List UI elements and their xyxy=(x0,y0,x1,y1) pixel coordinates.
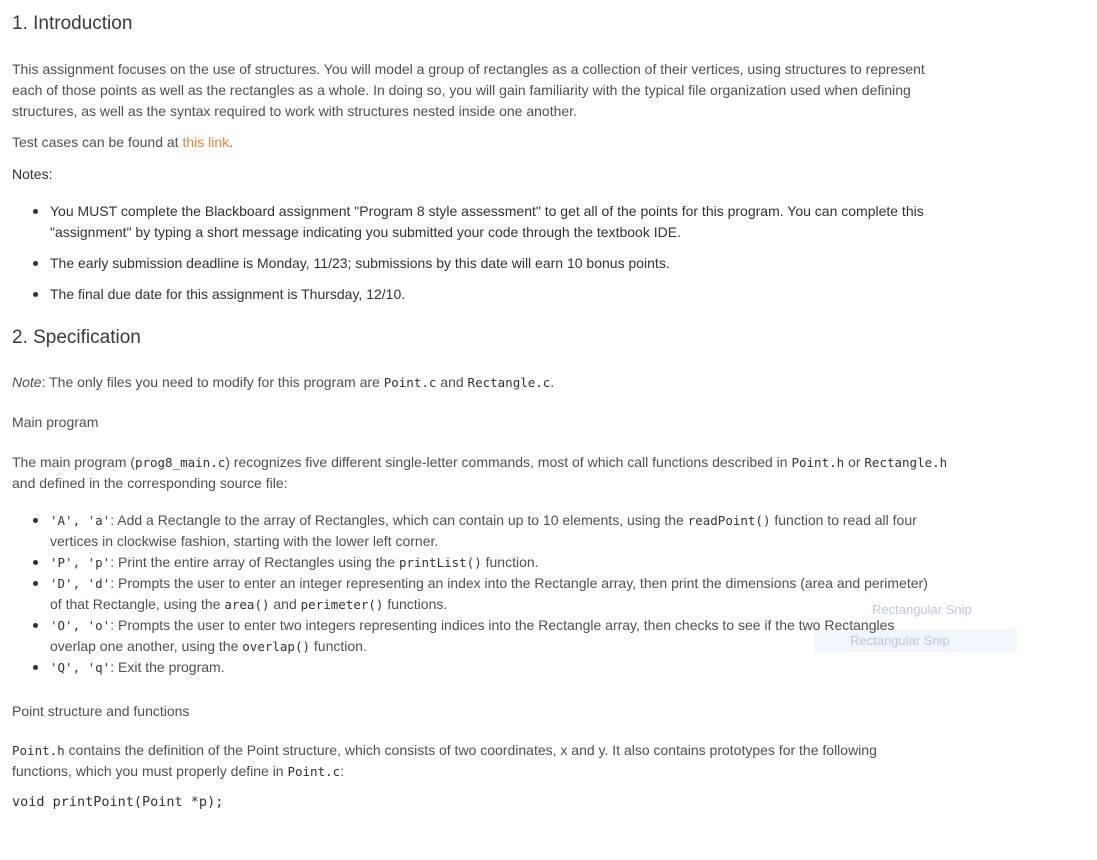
point-c-file: Point.c xyxy=(287,764,341,779)
main-p3: and defined in the corresponding source file: xyxy=(12,475,288,491)
test-cases-suffix: . xyxy=(229,134,234,150)
command-text: : Add a Rectangle to the array of Rectangles, which can contain up to 10 elements, using the xyxy=(110,512,688,528)
main-program-paragraph xyxy=(12,452,957,494)
point-p1: contains the definition of the Point structure, which consists of two coordinates, x and y. It also contains prototypes for the following functions, which you must properly define in xyxy=(12,742,877,779)
command-text: : Prompts the user to enter two integers representing indices into the Rectangle array, then checks to see if the two Rectangles overlap one another, using the xyxy=(50,617,895,654)
notes-label: Notes: xyxy=(12,166,53,182)
main-p1: The main program ( xyxy=(12,454,135,470)
spec-note-file2: Rectangle.c xyxy=(467,375,551,390)
command-text: function to read all four vertices in clockwise fashion, starting with the lower left corner. xyxy=(50,512,917,549)
main-point-h: Point.h xyxy=(791,455,845,470)
command-text: and xyxy=(269,596,301,612)
point-h-file: Point.h xyxy=(12,743,65,758)
spec-heading: 2. Specification xyxy=(12,327,141,348)
command-text: function. xyxy=(310,638,367,654)
spec-note xyxy=(12,372,554,393)
spec-note-label: Note xyxy=(12,374,42,390)
point-p1-end: : xyxy=(340,763,345,779)
point-section-label: Point structure and functions xyxy=(12,703,190,719)
test-cases-prefix: Test cases can be found at xyxy=(12,134,183,150)
notes-list xyxy=(12,201,942,315)
command-item xyxy=(12,615,942,657)
main-program-label: Main program xyxy=(12,414,99,430)
command-code: 'O', 'o' xyxy=(50,618,111,633)
command-text: : Print the entire array of Rectangles using the xyxy=(110,554,399,570)
spec-note-end: . xyxy=(550,374,555,390)
spec-note-file1: Point.c xyxy=(383,375,437,390)
ghost-snip-label-1: Rectangular Snip xyxy=(872,602,972,617)
note-item: You MUST complete the Blackboard assignment "Program 8 style assessment" to get all of the points for this program. You can complete this "assignment" by typing a short message indicating you submitted your code through the textbook IDE. xyxy=(12,201,942,243)
command-item xyxy=(12,657,942,678)
command-fn: overlap() xyxy=(242,639,310,654)
ghost-snip-label-2: Rectangular Snip xyxy=(850,633,950,648)
main-file: prog8_main.c xyxy=(134,455,226,470)
command-text: : Prompts the user to enter an integer representing an index into the Rectangle array, then print the dimensions (area and perimeter) of that Rectangle, using the xyxy=(50,575,928,612)
command-item xyxy=(12,573,942,615)
command-item xyxy=(12,510,942,552)
command-text: functions. xyxy=(383,596,448,612)
test-cases-link[interactable]: this link xyxy=(182,134,230,150)
command-fn: area() xyxy=(224,597,270,612)
command-item xyxy=(12,552,942,573)
command-fn: printList() xyxy=(398,555,482,570)
command-text: : Exit the program. xyxy=(110,659,225,675)
main-p2: ) recognizes five different single-letter commands, most of which call functions described in xyxy=(225,454,792,470)
note-item: The final due date for this assignment is Thursday, 12/10. xyxy=(12,284,942,305)
test-cases-line xyxy=(12,132,233,153)
command-code: 'A', 'a' xyxy=(50,513,111,528)
main-or: or xyxy=(844,454,865,470)
spec-note-and: and xyxy=(436,374,468,390)
command-code: 'Q', 'q' xyxy=(50,660,111,675)
intro-paragraph: This assignment focuses on the use of structures. You will model a group of rectangles as a collection of their vertices, using structures to represent each of those points as well as the rectangles as a whole. In doing so, you will gain familiarity with the typical file organization used when defining structures, as well as the syntax required to work with structures nested inside one another. xyxy=(12,61,925,119)
code-line: void printPoint(Point *p); xyxy=(12,794,224,810)
spec-note-text: : The only files you need to modify for this program are xyxy=(41,374,384,390)
command-code: 'D', 'd' xyxy=(50,576,111,591)
intro-heading: 1. Introduction xyxy=(12,13,133,34)
command-list xyxy=(12,510,942,678)
command-text: function. xyxy=(481,554,539,570)
note-item: The early submission deadline is Monday, 11/23; submissions by this date will earn 10 bonus points. xyxy=(12,253,942,274)
command-fn: readPoint() xyxy=(687,513,771,528)
command-fn: perimeter() xyxy=(300,597,384,612)
main-rect-h: Rectangle.h xyxy=(864,455,948,470)
command-code: 'P', 'p' xyxy=(50,555,111,570)
point-paragraph xyxy=(12,740,932,782)
